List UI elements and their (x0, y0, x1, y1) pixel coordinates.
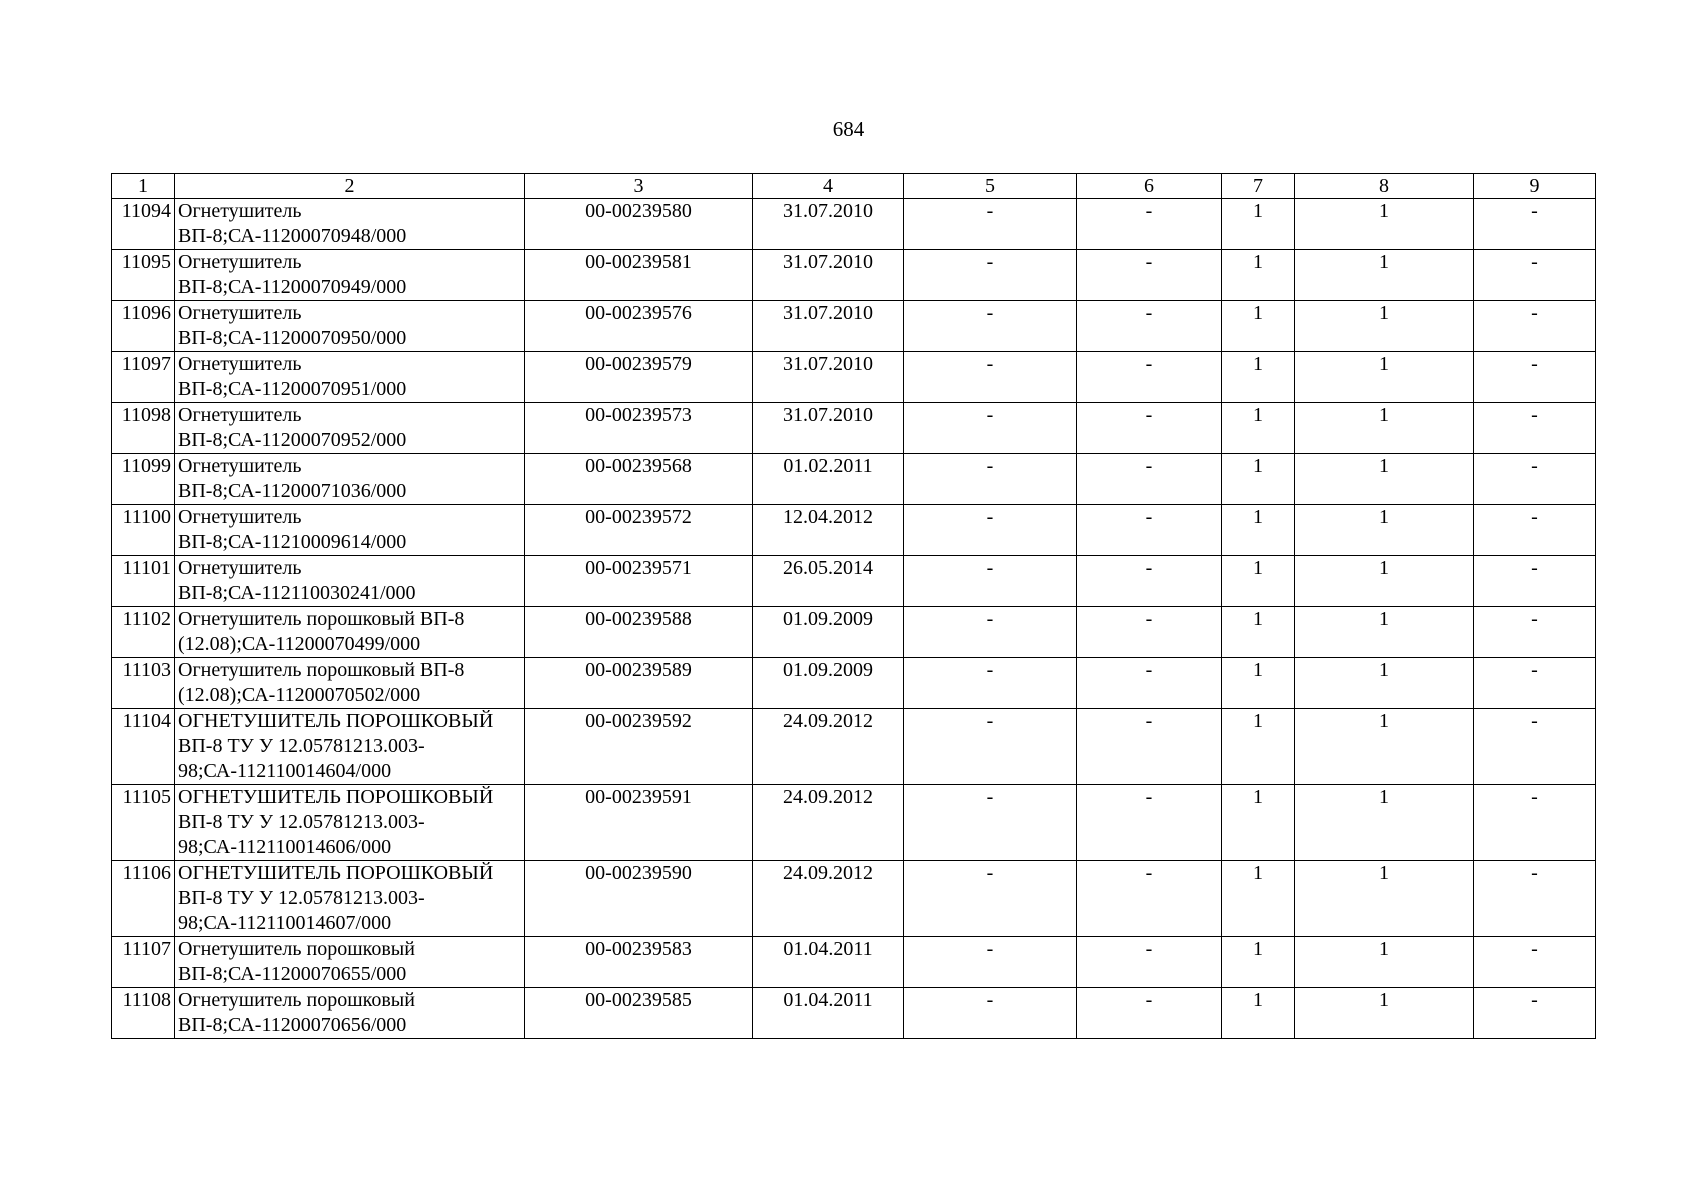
cell-col5: - (904, 301, 1077, 352)
cell-date: 24.09.2012 (753, 861, 904, 937)
cell-row-number: 11103 (112, 658, 175, 709)
cell-row-number: 11094 (112, 199, 175, 250)
cell-row-number: 11095 (112, 250, 175, 301)
cell-inventory-code: 00-00239568 (525, 454, 753, 505)
cell-row-number: 11106 (112, 861, 175, 937)
cell-col6: - (1077, 785, 1222, 861)
cell-col5: - (904, 785, 1077, 861)
table-row (112, 988, 1596, 1039)
table-row (112, 937, 1596, 988)
cell-row-number: 11096 (112, 301, 175, 352)
cell-col8: 1 (1295, 454, 1474, 505)
cell-col6: - (1077, 250, 1222, 301)
page-number: 684 (832, 117, 865, 141)
cell-col6: - (1077, 403, 1222, 454)
cell-col8: 1 (1295, 607, 1474, 658)
cell-col6: - (1077, 301, 1222, 352)
cell-col7: 1 (1222, 505, 1295, 556)
cell-col9: - (1474, 199, 1596, 250)
cell-date: 24.09.2012 (753, 709, 904, 785)
column-header: 5 (904, 174, 1077, 199)
cell-col5: - (904, 861, 1077, 937)
cell-col8: 1 (1295, 352, 1474, 403)
cell-col5: - (904, 454, 1077, 505)
cell-col8: 1 (1295, 556, 1474, 607)
column-header: 9 (1474, 174, 1596, 199)
column-header: 6 (1077, 174, 1222, 199)
cell-row-number: 11102 (112, 607, 175, 658)
cell-col8: 1 (1295, 301, 1474, 352)
cell-col9: - (1474, 937, 1596, 988)
cell-col7: 1 (1222, 937, 1295, 988)
cell-row-number: 11099 (112, 454, 175, 505)
cell-inventory-code: 00-00239573 (525, 403, 753, 454)
table-row (112, 785, 1596, 861)
cell-item-name: Огнетушитель ВП-8;СА-11200070952/000 (175, 403, 525, 454)
cell-row-number: 11101 (112, 556, 175, 607)
table-row (112, 301, 1596, 352)
cell-col9: - (1474, 709, 1596, 785)
cell-item-name: ОГНЕТУШИТЕЛЬ ПОРОШКОВЫЙ ВП-8 ТУ У 12.05781213.003-98;СА-112110014606/000 (175, 785, 525, 861)
cell-col5: - (904, 505, 1077, 556)
cell-date: 01.04.2011 (753, 988, 904, 1039)
cell-col8: 1 (1295, 861, 1474, 937)
cell-item-name: Огнетушитель порошковый ВП-8;СА-11200070656/000 (175, 988, 525, 1039)
cell-col5: - (904, 937, 1077, 988)
table-row (112, 556, 1596, 607)
cell-date: 31.07.2010 (753, 352, 904, 403)
cell-inventory-code: 00-00239580 (525, 199, 753, 250)
cell-item-name: Огнетушитель ВП-8;СА-11200070948/000 (175, 199, 525, 250)
cell-item-name: Огнетушитель ВП-8;СА-11210009614/000 (175, 505, 525, 556)
cell-date: 31.07.2010 (753, 403, 904, 454)
cell-col6: - (1077, 861, 1222, 937)
cell-inventory-code: 00-00239572 (525, 505, 753, 556)
cell-col9: - (1474, 250, 1596, 301)
cell-col6: - (1077, 988, 1222, 1039)
cell-col6: - (1077, 454, 1222, 505)
cell-col8: 1 (1295, 505, 1474, 556)
cell-row-number: 11097 (112, 352, 175, 403)
cell-col9: - (1474, 607, 1596, 658)
cell-col9: - (1474, 988, 1596, 1039)
cell-col8: 1 (1295, 403, 1474, 454)
cell-inventory-code: 00-00239590 (525, 861, 753, 937)
cell-col6: - (1077, 352, 1222, 403)
cell-inventory-code: 00-00239592 (525, 709, 753, 785)
cell-row-number: 11108 (112, 988, 175, 1039)
cell-row-number: 11104 (112, 709, 175, 785)
table-body (112, 199, 1596, 1039)
cell-col9: - (1474, 556, 1596, 607)
cell-col7: 1 (1222, 607, 1295, 658)
cell-inventory-code: 00-00239579 (525, 352, 753, 403)
cell-inventory-code: 00-00239581 (525, 250, 753, 301)
cell-col5: - (904, 556, 1077, 607)
cell-inventory-code: 00-00239576 (525, 301, 753, 352)
cell-col5: - (904, 199, 1077, 250)
cell-inventory-code: 00-00239589 (525, 658, 753, 709)
cell-row-number: 11107 (112, 937, 175, 988)
cell-date: 31.07.2010 (753, 250, 904, 301)
cell-col7: 1 (1222, 301, 1295, 352)
cell-item-name: Огнетушитель порошковый ВП-8 (12.08);СА-11200070502/000 (175, 658, 525, 709)
inventory-table (111, 173, 1596, 1039)
cell-date: 01.04.2011 (753, 937, 904, 988)
table-row (112, 352, 1596, 403)
cell-col8: 1 (1295, 785, 1474, 861)
table-row (112, 403, 1596, 454)
cell-date: 12.04.2012 (753, 505, 904, 556)
cell-col7: 1 (1222, 709, 1295, 785)
cell-col9: - (1474, 352, 1596, 403)
cell-col5: - (904, 403, 1077, 454)
cell-item-name: Огнетушитель ВП-8;СА-11200070949/000 (175, 250, 525, 301)
cell-col5: - (904, 352, 1077, 403)
cell-col8: 1 (1295, 199, 1474, 250)
cell-col8: 1 (1295, 658, 1474, 709)
cell-col7: 1 (1222, 199, 1295, 250)
cell-date: 24.09.2012 (753, 785, 904, 861)
table-row (112, 199, 1596, 250)
column-header: 1 (112, 174, 175, 199)
cell-row-number: 11098 (112, 403, 175, 454)
table-row (112, 861, 1596, 937)
cell-col9: - (1474, 785, 1596, 861)
cell-date: 01.02.2011 (753, 454, 904, 505)
table-row (112, 505, 1596, 556)
cell-col8: 1 (1295, 988, 1474, 1039)
cell-item-name: Огнетушитель порошковый ВП-8 (12.08);СА-11200070499/000 (175, 607, 525, 658)
column-header: 4 (753, 174, 904, 199)
cell-col6: - (1077, 709, 1222, 785)
cell-col7: 1 (1222, 556, 1295, 607)
cell-inventory-code: 00-00239585 (525, 988, 753, 1039)
cell-date: 26.05.2014 (753, 556, 904, 607)
cell-col5: - (904, 988, 1077, 1039)
cell-col9: - (1474, 658, 1596, 709)
cell-date: 31.07.2010 (753, 301, 904, 352)
cell-col6: - (1077, 505, 1222, 556)
cell-inventory-code: 00-00239591 (525, 785, 753, 861)
cell-col7: 1 (1222, 454, 1295, 505)
cell-inventory-code: 00-00239588 (525, 607, 753, 658)
cell-date: 31.07.2010 (753, 199, 904, 250)
table-header-row (112, 174, 1596, 199)
cell-col5: - (904, 658, 1077, 709)
cell-col6: - (1077, 607, 1222, 658)
cell-row-number: 11100 (112, 505, 175, 556)
cell-item-name: ОГНЕТУШИТЕЛЬ ПОРОШКОВЫЙ ВП-8 ТУ У 12.05781213.003-98;СА-112110014604/000 (175, 709, 525, 785)
cell-item-name: Огнетушитель ВП-8;СА-112110030241/000 (175, 556, 525, 607)
cell-col5: - (904, 250, 1077, 301)
cell-col8: 1 (1295, 250, 1474, 301)
cell-item-name: Огнетушитель ВП-8;СА-11200070950/000 (175, 301, 525, 352)
cell-col6: - (1077, 937, 1222, 988)
cell-col7: 1 (1222, 785, 1295, 861)
cell-date: 01.09.2009 (753, 658, 904, 709)
table-row (112, 607, 1596, 658)
column-header: 8 (1295, 174, 1474, 199)
cell-col8: 1 (1295, 937, 1474, 988)
table-row (112, 709, 1596, 785)
cell-col6: - (1077, 556, 1222, 607)
column-header: 7 (1222, 174, 1295, 199)
cell-item-name: Огнетушитель ВП-8;СА-11200071036/000 (175, 454, 525, 505)
cell-col5: - (904, 607, 1077, 658)
cell-item-name: Огнетушитель порошковый ВП-8;СА-11200070655/000 (175, 937, 525, 988)
cell-col7: 1 (1222, 988, 1295, 1039)
table-row (112, 658, 1596, 709)
cell-col8: 1 (1295, 709, 1474, 785)
cell-item-name: ОГНЕТУШИТЕЛЬ ПОРОШКОВЫЙ ВП-8 ТУ У 12.05781213.003-98;СА-112110014607/000 (175, 861, 525, 937)
cell-col9: - (1474, 861, 1596, 937)
cell-col7: 1 (1222, 861, 1295, 937)
cell-col6: - (1077, 658, 1222, 709)
cell-row-number: 11105 (112, 785, 175, 861)
cell-col5: - (904, 709, 1077, 785)
column-header: 2 (175, 174, 525, 199)
column-header: 3 (525, 174, 753, 199)
cell-inventory-code: 00-00239571 (525, 556, 753, 607)
cell-col6: - (1077, 199, 1222, 250)
cell-item-name: Огнетушитель ВП-8;СА-11200070951/000 (175, 352, 525, 403)
cell-inventory-code: 00-00239583 (525, 937, 753, 988)
cell-col7: 1 (1222, 250, 1295, 301)
cell-col9: - (1474, 505, 1596, 556)
cell-col7: 1 (1222, 658, 1295, 709)
cell-date: 01.09.2009 (753, 607, 904, 658)
cell-col9: - (1474, 454, 1596, 505)
table-row (112, 454, 1596, 505)
cell-col9: - (1474, 403, 1596, 454)
cell-col9: - (1474, 301, 1596, 352)
cell-col7: 1 (1222, 403, 1295, 454)
cell-col7: 1 (1222, 352, 1295, 403)
table-row (112, 250, 1596, 301)
